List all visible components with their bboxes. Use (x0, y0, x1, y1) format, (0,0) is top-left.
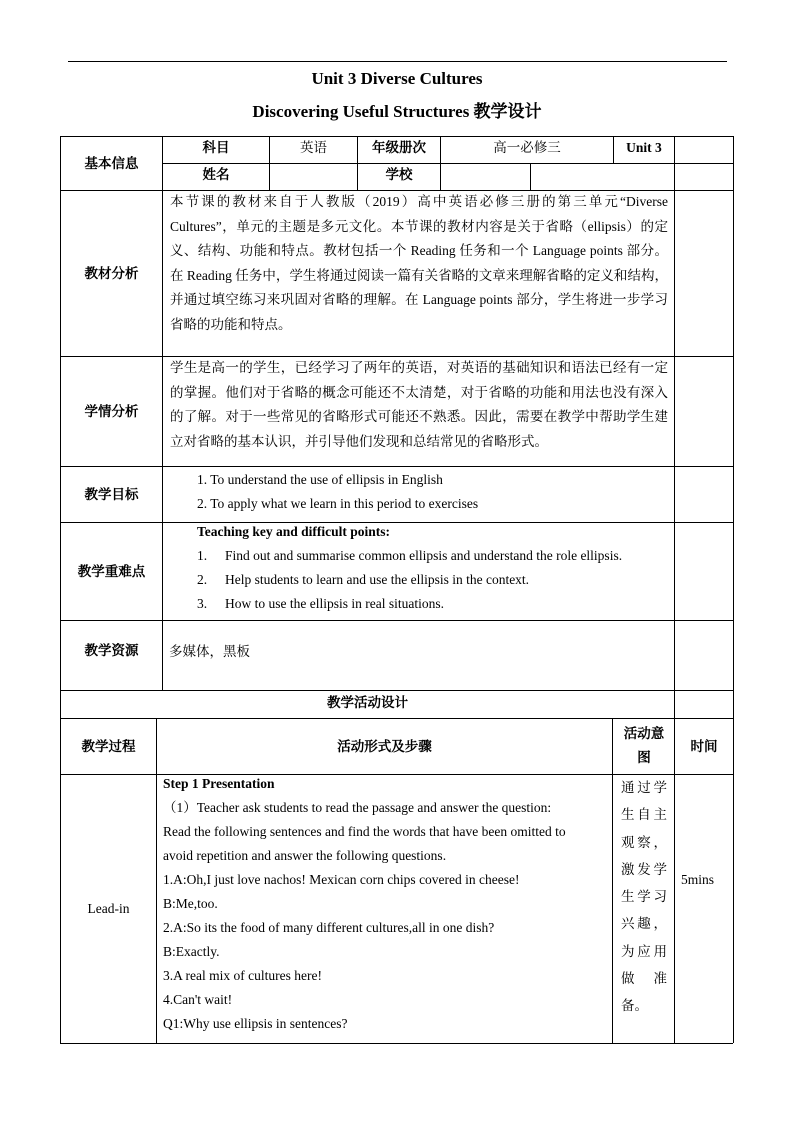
lead-in-purpose: 通过学生自主观察，激发学生学习兴趣，为应用做准备。 (621, 780, 667, 1014)
lead-in-stage: Lead-in (87, 901, 130, 916)
key-point-number: 2. (197, 572, 208, 587)
table-rule (530, 163, 531, 190)
table-rule (674, 690, 675, 718)
student-analysis-label: 学情分析 (84, 403, 139, 419)
unit-value: Unit 3 (626, 140, 662, 155)
step-line: B:Exactly. (163, 944, 220, 959)
col-steps-header: 活动形式及步骤 (337, 738, 432, 754)
key-point-text: How to use the ellipsis in real situations. (225, 596, 444, 611)
table-rule (60, 1043, 733, 1044)
step-title: Step 1 Presentation (163, 776, 275, 791)
key-point-item (197, 568, 671, 592)
key-point-number: 3. (197, 596, 208, 611)
key-point-item (197, 592, 671, 616)
table-rule (674, 136, 675, 690)
key-points-label: 教学重难点 (77, 563, 146, 579)
name-field (270, 164, 357, 190)
step-line: 2.A:So its the food of many different cultures,all in one dish? (163, 920, 495, 935)
objectives-list (197, 468, 667, 520)
step-line: Read the following sentences and find the words that have been omitted to (163, 824, 566, 839)
key-point-item (197, 544, 671, 568)
material-analysis-label: 教材分析 (84, 265, 139, 281)
key-point-number: 1. (197, 548, 208, 563)
grade-value: 高一必修三 (493, 140, 561, 155)
col-process-header: 教学过程 (81, 738, 136, 754)
step-line: B:Me,too. (163, 896, 218, 911)
resources-text: 多媒体，黑板 (169, 644, 250, 659)
school-label: 学校 (385, 167, 413, 182)
header-rule (68, 61, 727, 62)
material-analysis-text: 本节课的教材来自于人教版（2019）高中英语必修三册的第三单元“Diverse Cultures”，单元的主题是多元文化。本节课的教材内容是关于省略（ellipsis）的定义、结构、功能和特点。教材包括一个 Reading 任务和一个 Language points 部分。在 Reading 任务中，学生将通过阅读一篇有关省略的文章来理解省略的定义和结构，并通过填空练习来巩固对省略的理解。在 Language points 部分，学生将进一步学习省略的功能和特点。 (170, 194, 668, 332)
resources-label: 教学资源 (84, 643, 139, 658)
school-field (441, 164, 530, 190)
activity-design-title: 教学活动设计 (327, 695, 408, 710)
document-subtitle: Discovering Useful Structures 教学设计 (252, 102, 542, 121)
step-line: Q1:Why use ellipsis in sentences? (163, 1016, 348, 1031)
basic-info-label: 基本信息 (84, 155, 139, 171)
name-label: 姓名 (202, 167, 230, 182)
step-line: 4.Can't wait! (163, 992, 233, 1007)
subject-label: 科目 (202, 140, 230, 155)
objective-item: 2. To apply what we learn in this period to exercises (197, 496, 479, 511)
lead-in-time: 5mins (681, 872, 715, 887)
key-points-list (197, 520, 671, 618)
objective-item: 1. To understand the use of ellipsis in English (197, 472, 443, 487)
col-purpose-header: 活动意图 (623, 726, 665, 765)
student-analysis-text: 学生是高一的学生，已经学习了两年的英语，对英语的基础知识和语法已经有一定的掌握。他们对于省略的概念可能还不太清楚，对于省略的功能和用法也没有深入的了解。对于一些常见的省略形式可能还不熟悉。因此，需要在教学中帮助学生建立对省略的基本认识，并引导他们发现和总结常见的省略形式。 (170, 360, 668, 449)
step-line: 1.A:Oh,I just love nachos! Mexican corn chips covered in cheese! (163, 872, 520, 887)
grade-label: 年级册次 (372, 140, 426, 155)
col-time-header: 时间 (690, 738, 718, 754)
objectives-label: 教学目标 (84, 486, 139, 502)
key-point-text: Find out and summarise common ellipsis and understand the role ellipsis. (225, 548, 623, 563)
table-rule (733, 136, 734, 1043)
step-line: （1）Teacher ask students to read the passage and answer the question: (163, 800, 552, 815)
subject-value: 英语 (300, 140, 327, 155)
key-points-heading: Teaching key and difficult points: (197, 524, 391, 539)
document-title: Unit 3 Diverse Cultures (311, 69, 483, 88)
step-line: 3.A real mix of cultures here! (163, 968, 322, 983)
step-line: avoid repetition and answer the following questions. (163, 848, 447, 863)
key-point-text: Help students to learn and use the ellipsis in the context. (225, 572, 530, 587)
lead-in-steps (163, 772, 611, 1042)
